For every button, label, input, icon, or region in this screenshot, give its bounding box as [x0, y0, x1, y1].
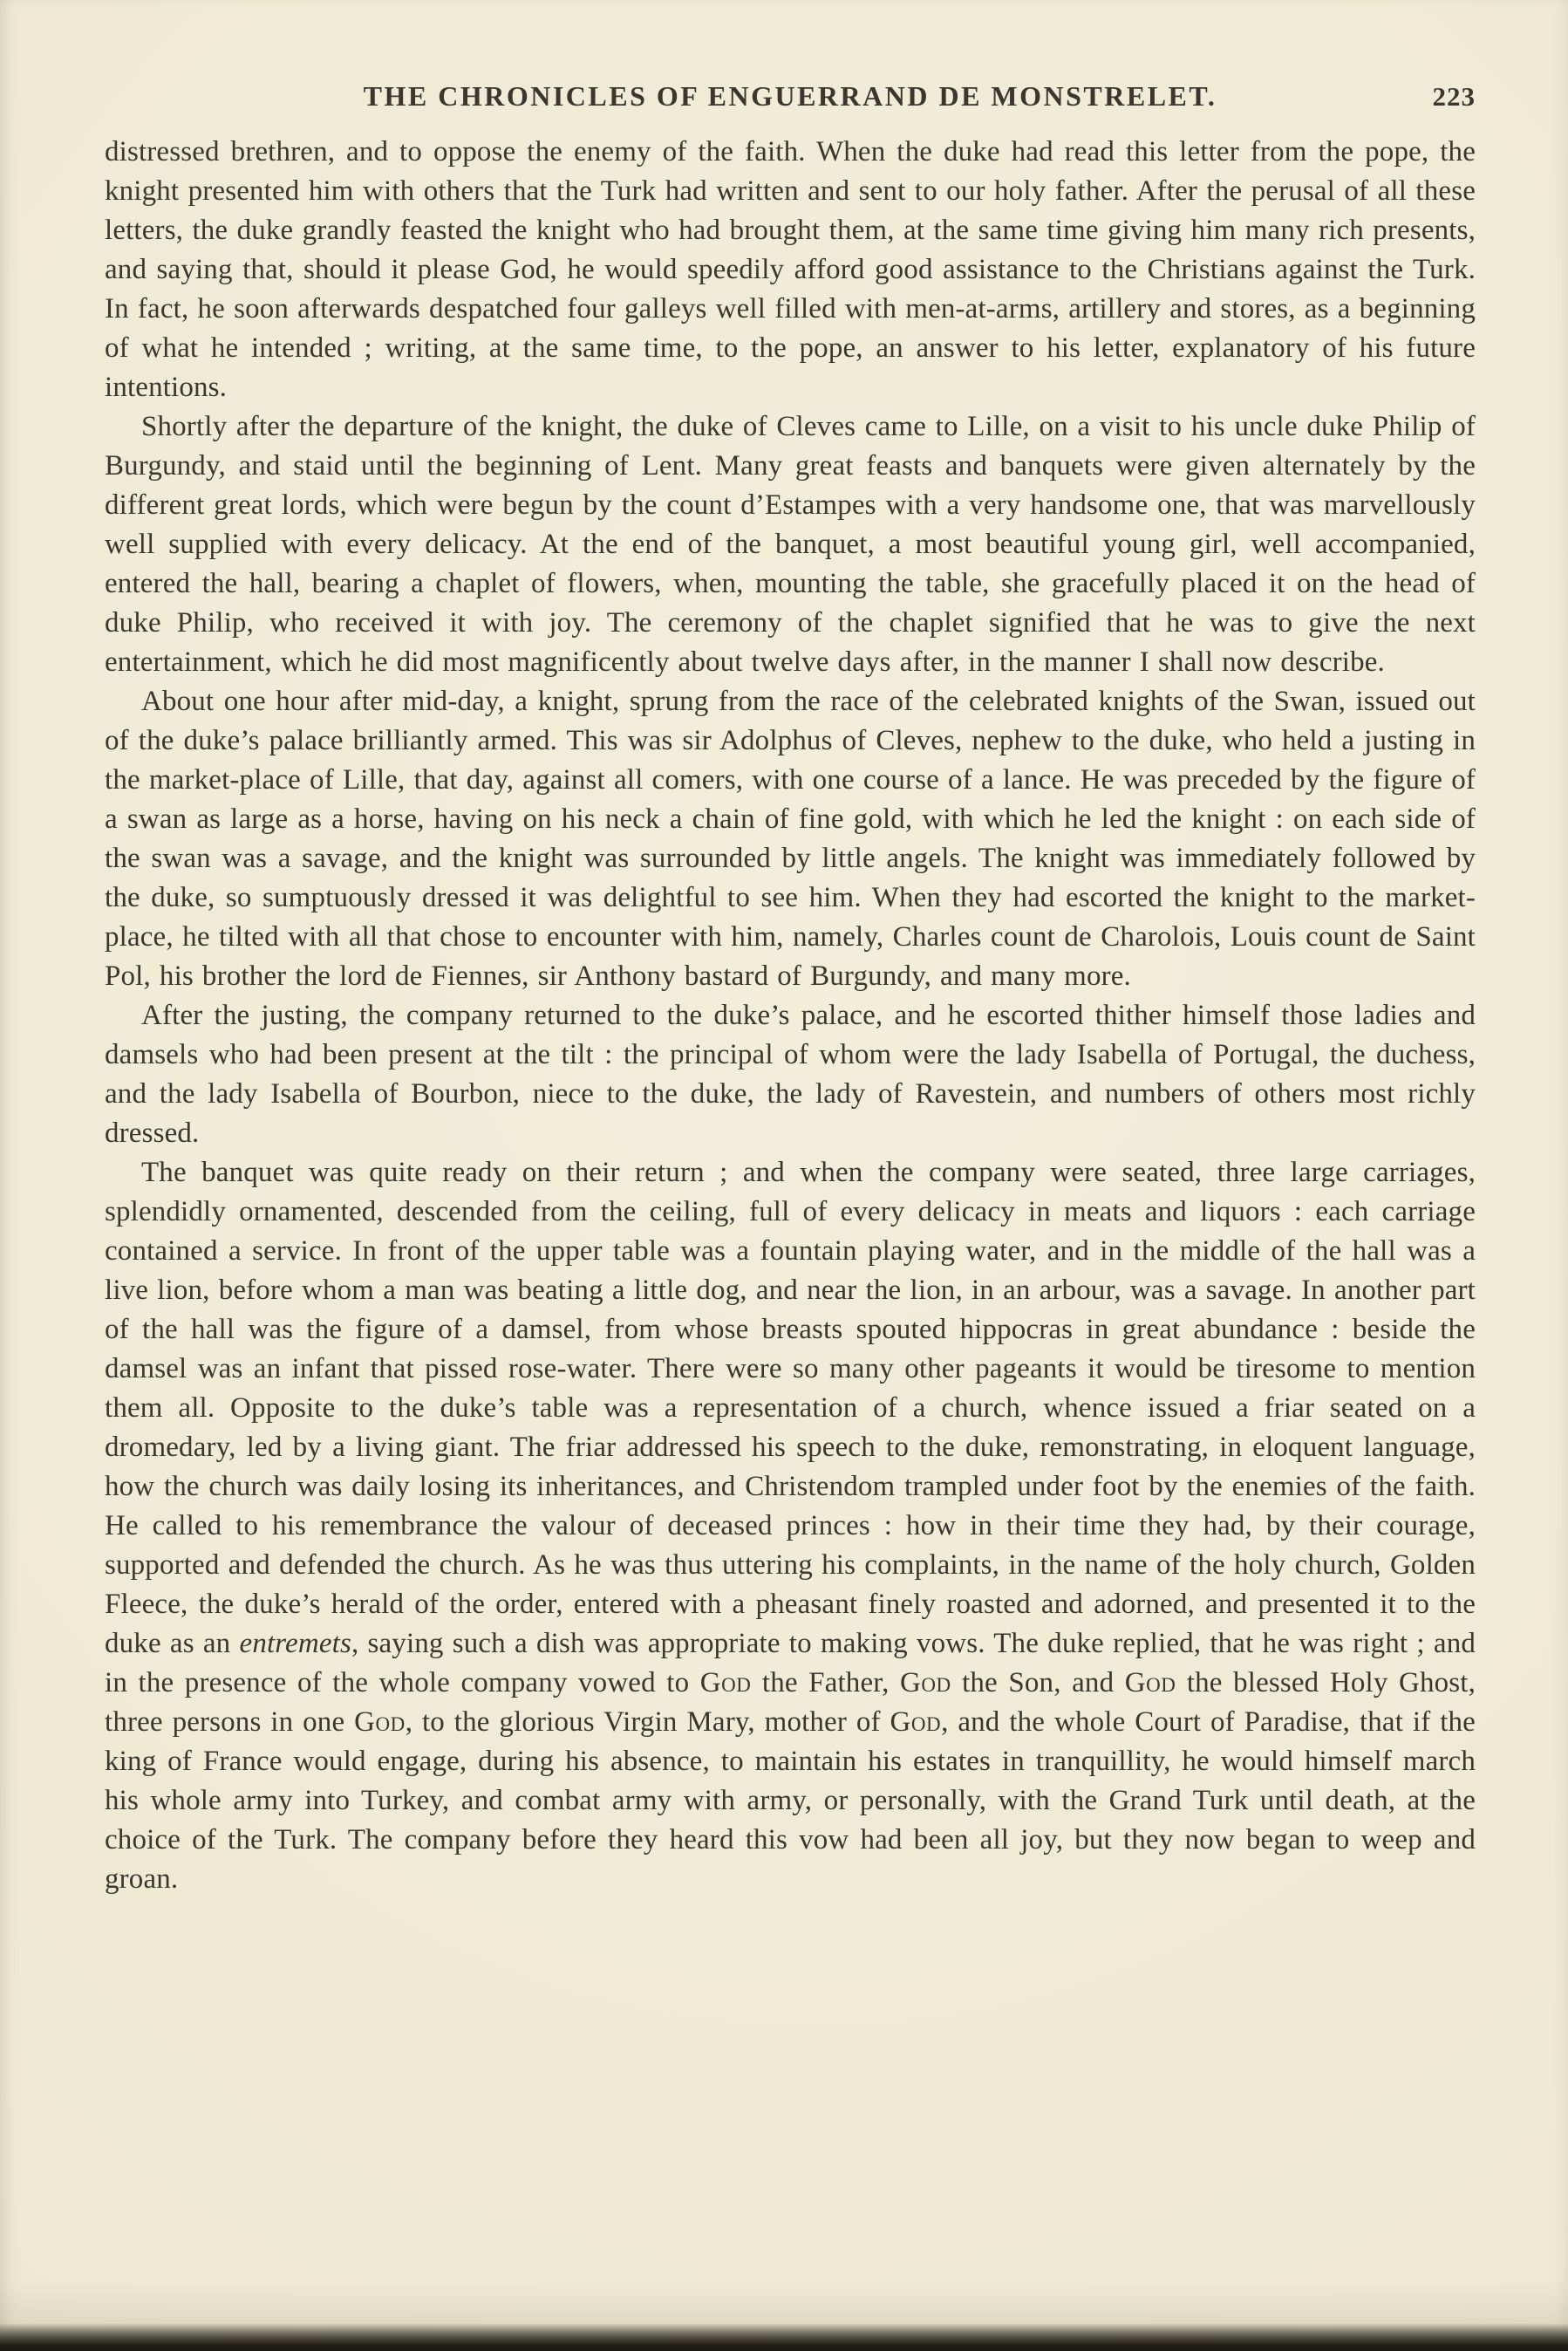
- page-number: 223: [1432, 81, 1476, 112]
- text-segment: the blessed Holy Ghost, three persons in one: [105, 1667, 1476, 1738]
- text-segment-smallcaps: God: [699, 1667, 752, 1698]
- paragraph: [105, 1153, 1476, 1899]
- text-segment: After the justing, the company returned to the duke’s palace, and he escorted thither himself those ladies and damsels who had been present at the tilt : the principal of whom were the lady Isabella of Portugal, the duchess, and the lady Isabella of Bourbon, niece to the duke, the lady of Ravestein, and numbers of others most richly dressed.: [105, 1000, 1476, 1149]
- text-segment-italic: entremets: [239, 1628, 351, 1659]
- text-block: [105, 133, 1476, 1899]
- text-segment-smallcaps: God: [1124, 1667, 1176, 1698]
- text-segment: The banquet was quite ready on their return ; and when the company were seated, three large carriages, splendidly ornamented, descended from the ceiling, full of every delicacy in meats and liquors : each carriage contained a service. In front of the upper table was a fountain playing water, and in the middle of the hall was a live lion, before whom a man was beating a little dog, and near the lion, in an arbour, was a savage. In another part of the hall was the figure of a damsel, from whose breasts spouted hippocras in great abundance : beside the damsel was an infant that pissed rose-water. There were so many other pageants it would be tiresome to mention them all. Opposite to the duke’s table was a representation of a church, whence issued a friar seated on a dromedary, led by a living giant. The friar addressed his speech to the duke, remonstrating, in eloquent language, how the church was daily losing its inheritances, and Christendom trampled under foot by the enemies of the faith. He called to his remembrance the valour of deceased princes : how in their time they had, by their courage, supported and defended the church. As he was thus uttering his complaints, in the name of the holy church, Golden Fleece, the duke’s herald of the order, entered with a pheasant finely roasted and adorned, and presented it to the duke as an: [105, 1157, 1476, 1659]
- scan-bottom-edge: [0, 2323, 1568, 2351]
- paragraph: [105, 407, 1476, 682]
- running-title: THE CHRONICLES OF ENGUERRAND DE MONSTRELET.: [363, 80, 1217, 112]
- text-segment: , to the glorious Virgin Mary, mother of: [405, 1706, 890, 1738]
- text-segment-smallcaps: God: [900, 1667, 951, 1698]
- text-segment: Shortly after the departure of the knight, the duke of Cleves came to Lille, on a visit to his uncle duke Philip of Burgundy, and staid until the beginning of Lent. Many great feasts and banquets were given alternately by the different great lords, which were begun by the count d’Estampes with a very handsome one, that was marvellously well supplied with every delicacy. At the end of the banquet, a most beautiful young girl, well accompanied, entered the hall, bearing a chaplet of flowers, when, mounting the table, she gracefully placed it on the head of duke Philip, who received it with joy. The ceremony of the chaplet signified that he was to give the next entertainment, which he did most magnificently about twelve days after, in the manner I shall now describe.: [105, 411, 1476, 678]
- paragraph: [105, 996, 1476, 1153]
- paragraph: [105, 133, 1476, 407]
- text-segment: , and the whole Court of Paradise, that if the king of France would engage, during his absence, to maintain his estates in tranquillity, he would himself march his whole army into Turkey, and combat army with army, or personally, with the Grand Turk until death, at the choice of the Turk. The company before they heard this vow had been all joy, but they now began to weep and groan.: [105, 1706, 1476, 1895]
- text-segment: the Father,: [751, 1667, 900, 1698]
- paragraph: [105, 682, 1476, 996]
- text-segment-smallcaps: God: [354, 1706, 406, 1738]
- text-segment: About one hour after mid-day, a knight, sprung from the race of the celebrated knights of the Swan, issued out of the duke’s palace brilliantly armed. This was sir Adolphus of Cleves, nephew to the duke, who held a justing in the market-place of Lille, that day, against all comers, with one course of a lance. He was preceded by the figure of a swan as large as a horse, having on his neck a chain of fine gold, with which he led the knight : on each side of the swan was a savage, and the knight was surrounded by little angels. The knight was immediately followed by the duke, so sumptuously dressed it was delightful to see him. When they had escorted the knight to the market-place, he tilted with all that chose to encounter with him, namely, Charles count de Charolois, Louis count de Saint Pol, his brother the lord de Fiennes, sir Anthony bastard of Burgundy, and many more.: [105, 686, 1476, 992]
- running-header: [105, 80, 1476, 113]
- text-segment: distressed brethren, and to oppose the enemy of the faith. When the duke had read this letter from the pope, the knight presented him with others that the Turk had written and sent to our holy father. After the perusal of all these letters, the duke grandly feasted the knight who had brought them, at the same time giving him many rich presents, and saying that, should it please God, he would speedily afford good assistance to the Christians against the Turk. In fact, he soon afterwards despatched four galleys well filled with men-at-arms, artillery and stores, as a beginning of what he intended ; writing, at the same time, to the pope, an answer to his letter, explanatory of his future intentions.: [105, 136, 1476, 403]
- text-segment-smallcaps: God: [890, 1706, 942, 1738]
- text-segment: the Son, and: [951, 1667, 1125, 1698]
- text-segment: , saying such a dish was appropriate to making vows. The duke replied, that he was right ; and in the presence of the whole company vowed to: [105, 1628, 1476, 1698]
